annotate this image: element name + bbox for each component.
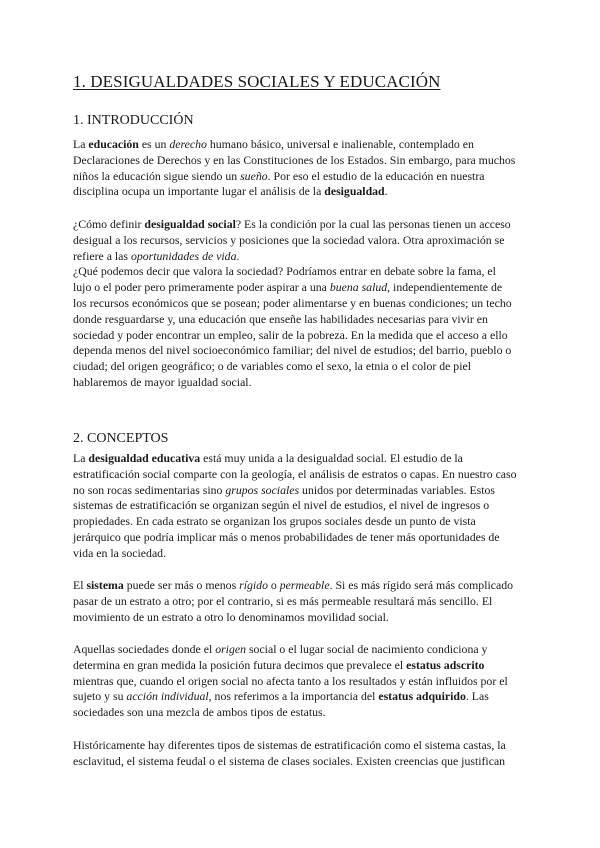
document-title: 1. DESIGUALDADES SOCIALES Y EDUCACIÓN (73, 72, 441, 91)
text-run: jerárquico que podría implicar más o menos probabilidades de tener más oportunidades de (73, 529, 500, 544)
text-line (73, 359, 528, 375)
text-line (73, 514, 528, 530)
section-heading-conceptos: 2. CONCEPTOS (73, 431, 169, 446)
text-run: ? Es la condición por la cual las personas tienen un acceso (235, 217, 511, 231)
text-line (73, 264, 528, 280)
text-run: hablaremos de mayor igualdad social. (73, 374, 252, 389)
text-run: . Si es más rígido será más complicado (329, 578, 514, 592)
text-run: ¿Qué podemos decir que valora la sociedad? Podríamos entrar en debate sobre la fama, el (73, 264, 496, 279)
text-run: sociedad y poder encontrar un empleo, salir de la pobreza. En la medida que el acceso a ello (73, 327, 508, 342)
paragraph (73, 451, 528, 562)
italic-term: buena salud (329, 280, 388, 295)
text-line (73, 754, 528, 770)
text-run: movimiento de un estrato a otro lo denominamos movilidad social. (73, 609, 389, 624)
text-run: lujo o el poder pero primeramente poder aspirar a una (73, 280, 330, 295)
text-run: sociedades son una mezcla de ambos tipos de estatus. (73, 705, 326, 720)
bold-term: sistema (86, 578, 124, 592)
text-run: ¿Cómo definir (73, 217, 145, 231)
bold-term: estatus adquirido (378, 689, 466, 704)
text-run: estratificación social comparte con la geología, el análisis de estratos o capas. En nuestro caso (73, 466, 517, 481)
paragraph (73, 738, 528, 770)
text-run: es un (138, 137, 170, 151)
text-line (73, 169, 528, 185)
text-run: niños la educación sigue siendo un (73, 168, 241, 183)
text-run: refiere a las (73, 248, 131, 263)
paragraph (73, 578, 528, 625)
paragraph (73, 137, 528, 200)
text-line (73, 343, 528, 359)
text-run: disciplina ocupa un importante lugar el análisis de la (73, 184, 325, 199)
text-run: mientras que, cuando el origen social no afecta tanto a los resultados y están influidos por el (73, 673, 508, 688)
text-line (73, 153, 528, 169)
text-line (73, 184, 528, 200)
text-run: pasar de un estrato a otro; por el contrario, si es más permeable resultará más sencillo. El (73, 593, 493, 608)
text-line (73, 689, 528, 705)
italic-term: oportunidades de vida (130, 248, 237, 263)
text-run: propiedades. En cada estrato se organizan los grupos sociales desde un punto de vista (73, 514, 476, 529)
text-run: los recursos económicos que se posean; poder alimentarse y en buenas condiciones; un techo (73, 295, 512, 310)
italic-term: grupos sociales (225, 482, 300, 497)
text-line (73, 658, 528, 674)
text-line (73, 578, 528, 594)
text-run: no son rocas sedimentarias sino (73, 482, 226, 497)
text-run: puede ser más o menos (123, 578, 240, 592)
text-line (73, 674, 528, 690)
text-line (73, 530, 528, 546)
text-line (73, 312, 528, 328)
text-run: Históricamente hay diferentes tipos de sistemas de estratificación como el sistema castas, la (73, 738, 506, 752)
text-run: desigual a los recursos, servicios y posiciones que la sociedad valora. Otra aproximación se (73, 232, 505, 247)
text-run: sistemas de estratificación se organizan según el nivel de estudios, el nivel de ingresos o (73, 498, 490, 513)
italic-term: derecho (169, 137, 207, 151)
text-line (73, 137, 528, 153)
text-line (73, 375, 528, 391)
paragraph (73, 642, 528, 721)
text-run: donde resguardarse y, una educación que enseñe las habilidades necesarias para vivir en (73, 311, 488, 326)
text-run: . Las (465, 689, 489, 704)
text-line (73, 483, 528, 499)
text-line (73, 217, 528, 233)
text-run: o (267, 578, 280, 592)
text-run: social o el lugar social de nacimiento condiciona y (246, 642, 488, 656)
paragraph (73, 217, 528, 391)
text-run: . (384, 184, 388, 199)
text-run: sujeto y su (73, 689, 127, 704)
text-line (73, 642, 528, 658)
text-run: unidos por determinadas variables. Estos (299, 482, 496, 497)
text-line (73, 705, 528, 721)
text-line (73, 280, 528, 296)
text-run: dependa menos del nivel socioeconómico familiar; del nivel de estudios; del barrio, pueblo o (73, 343, 512, 358)
text-run: determina en gran medida la posición futura decimos que prevalece el (73, 657, 407, 672)
text-run: Declaraciones de Derechos y en las Constituciones de los Estados. Sin embargo, para muchos (73, 152, 516, 167)
text-run: La (73, 137, 89, 151)
italic-term: acción individual (126, 689, 209, 704)
text-line (73, 546, 528, 562)
italic-term: origen (215, 642, 246, 656)
text-line (73, 233, 528, 249)
text-run: , independientemente de (387, 280, 503, 295)
text-line (73, 738, 528, 754)
text-run: está muy unida a la desigualdad social. El estudio de la (200, 451, 463, 465)
text-run: . Por eso el estudio de la educación en nuestra (267, 168, 485, 183)
text-line (73, 610, 528, 626)
text-run: esclavitud, el sistema feudal o el sistema de clases sociales. Existen creencias que justifican (73, 753, 506, 768)
text-line (73, 498, 528, 514)
text-run: humano básico, universal e inalienable, contemplado en (206, 137, 474, 151)
bold-term: estatus adscrito (406, 657, 485, 672)
text-line (73, 296, 528, 312)
text-line (73, 328, 528, 344)
text-line (73, 249, 528, 265)
section-heading-introduccion: 1. INTRODUCCIÓN (73, 113, 194, 128)
italic-term: rígido (239, 578, 268, 592)
text-run: Aquellas sociedades donde el (73, 642, 216, 656)
bold-term: educación (88, 137, 139, 151)
text-run: , nos referimos a la importancia del (208, 689, 379, 704)
bold-term: desigualdad (324, 184, 385, 199)
text-run: . (236, 248, 240, 263)
text-line (73, 451, 528, 467)
italic-term: sueño (240, 168, 268, 183)
text-line (73, 467, 528, 483)
bold-term: desigualdad social (144, 217, 236, 231)
text-run: La (73, 451, 89, 465)
italic-term: permeable (279, 578, 330, 592)
bold-term: desigualdad educativa (88, 451, 201, 465)
text-line (73, 594, 528, 610)
text-run: El (73, 578, 87, 592)
text-run: ciudad; del origen geográfico; o de variables como el sexo, la etnia o el color de piel (73, 359, 471, 374)
text-run: vida en la sociedad. (73, 545, 167, 560)
